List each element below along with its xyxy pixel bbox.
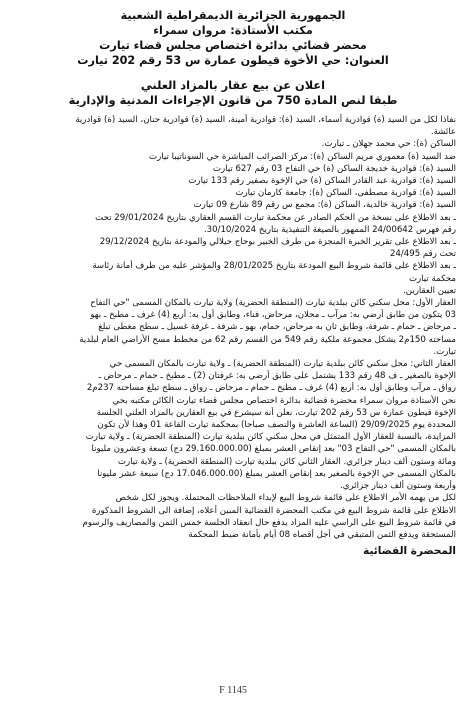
body-line: وأربعة وستون ألف دينار جزائري. (340, 481, 456, 492)
body-line: الساكن (ة): حي محمد جهلان ـ تيارت. (321, 139, 456, 150)
body-line: ـ مرحاض ـ حمام ـ شرفة، وطابق ثان به مرحاض، حمام، بهو ـ شرفة ـ غرفة غسيل ـ سطح مغطى تبلغ (98, 322, 456, 333)
body-line: العقار الثاني: محل سكني كائن ببلدية تيارت (المنطقة الحضرية) ـ ولاية تيارت بالمكان المسمى حي (109, 359, 456, 370)
notice-body (10, 114, 456, 557)
bailiff-signature: المحضرة القضائية (363, 545, 456, 558)
body-line: ـ بعد الاطلاع على تقرير الخبرة المنجزة من طرف الخبير بوحاج حيلالي والمودعة بتاريخ 29/12/2024 (99, 237, 456, 248)
body-line: المحددة يوم 29/09/2025 (الساعة العاشرة والنصف صباحا) بمحكمة تيارت القاعة 01 وهذا لأن تكون (97, 420, 456, 431)
body-line: المزايدة، بالنسبة للعقار الأول المتمثل في محل سكني كائن ببلدية تيارت (المنطقة الحضرية) ـ ولاية تيارت (85, 432, 456, 443)
body-line: تحت رقم 24/495 (389, 249, 456, 260)
body-line: ـ بعد الاطلاع على نسخة من الحكم الصادر عن محكمة تيارت القسم العقاري بتاريخ 29/01/2024 تحت (95, 212, 456, 223)
body-line: الاطلاع على قائمة شروط البيع في مكتب المحضرة القضائية المبين أعلاه، إضافة الى الشروط المذكورة (91, 505, 456, 516)
body-line: لكل من يهمه الأمر الاطلاع على قائمة شروط البيع لإبداء الملاحظات المحتملة. ويجوز لكل شخص (115, 493, 456, 504)
header-line: الجمهورية الجزائرية الديمقراطية الشعبية (120, 9, 346, 22)
body-line: رواق ـ مرآب وطابق أول به: أربع (4) غرف ـ مطبخ ـ حمام ـ مرحاض ـ رواق ـ سطح تبلغ مساحته 237م2 (86, 383, 456, 394)
body-line: تيارت. (433, 346, 456, 357)
body-line: بالمكان المسمى "حي التفاح 03" بعد إنقاص العشر بمبلغ (29.160.000.00 دج) تسعة وعشرون مليونا (91, 444, 456, 455)
page-code: F 1145 (219, 685, 247, 696)
notice-title-line: اعلان عن بيع عقار بالمزاد العلني (140, 78, 326, 92)
header-line: مكتب الأستاذة: مروان سمراء (153, 24, 313, 37)
body-line: السيد (ة): قوادرية مصطفى، الساكن (ة): جامعة كارمان تيارت (235, 188, 456, 199)
body-line: عائشة. (430, 127, 456, 138)
body-line: في قائمة شروط البيع على الراسي عليه المزاد يدفع حال انعقاد الجلسة خمس الثمن والمصاريف والرسوم (82, 517, 456, 528)
body-line: السيد (ة): قوادرية خديجة الساكن (ة) حي التفاح 03 رقم 627 تيارت (212, 163, 456, 174)
body-line: نفاذا لكل من السيد (ة) قوادرية أسماء، السيد (ة): قوادرية أمينة، السيد (ة) قوادرية حنان، السيد (ة) قوادرية (75, 115, 456, 125)
body-line: مساحته 150م2 يشكل مجموعة ملكية رقم 549 من القسم رقم 62 من مخطط مسح الأراضي العام لبلدية (79, 334, 456, 345)
body-line: المستحقة ويدفع الثمن المتبقي في أجل أقصاه 08 أيام بأمانة ضبط المحكمة (188, 529, 456, 540)
header-line: العنوان: حي الأخوة قيطون عمارة س 53 رقم 202 تيارت (77, 54, 389, 67)
notice-header (10, 8, 456, 68)
body-line: رقم فهرس 24/00642 الممهور بالصيغة التنفيذية بتاريخ 30/10/2024. (203, 224, 456, 235)
body-line: السيد (ة): قوادرية عبد القادر الساكن (ة) حي الإخوة بصفير رقم 133 تيارت (188, 176, 456, 187)
body-line: السيد (ة): قوادرية خالدية، الساكن (ة): مجمع س رقم 89 شارع 09 تيارت (193, 200, 456, 211)
body-line: ومائة وستون ألف دينار جزائري. العقار الثاني كائن ببلدية تيارت (المنطقة الحضرية) ـ ولاية تيارت (117, 456, 456, 467)
body-line: ضد السيد (ة) معموري مريم الساكن (ة): مركز الصرائب المباشرة حي السوناتيبا تيارت (149, 151, 456, 162)
body-line: 03 يتكون من طابق أرضي به: مرآب ـ محلان، مرحاض، فناء، وطابق أول به: أربع (4) غرف ـ مطبخ ـ بهو (90, 310, 456, 321)
body-line: الإخوة قيطون عمارة س 53 رقم 202 تيارت، نعلن أنه سيشرع في بيع العقارين بالمزاد العلني الجلسة (96, 407, 456, 418)
header-line: محضر قضائي بدائرة اختصاص مجلس قضاء تيارت (99, 39, 367, 52)
notice-title-line: طبقا لنص المادة 750 من قانون الإجراءات المدنية والإدارية (68, 93, 398, 107)
body-line: محكمة تيارت (408, 273, 456, 284)
body-line: ـ بعد الاطلاع على قائمة شروط البيع المودعة بتاريخ 28/01/2025 والمؤشر عليه من طرف أمانة رئاسة (92, 261, 456, 272)
body-line: العقار الأول: محل سكني كائن ببلدية تيارت (المنطقة الحضرية) ولاية تيارت بالمكان المسمى "حي التفاح (90, 298, 456, 309)
body-line: نحن الأستاذة مروان سمراء محضرة قضائية بدائرة اختصاص مجلس قضاء تيارت الكائن مكتبه بحي (112, 395, 456, 406)
notice-title (10, 78, 456, 108)
body-line: تعيين العقارين. (403, 285, 456, 296)
body-line: الإخوة بالصغير ـ ف 48 رقم 133 يشتمل على طابق أرضي به: غرفتان (2) ـ مطبخ ـ حمام ـ مرحاض ـ (98, 371, 456, 382)
body-line: بالمكان المسمى حي الإخوة بالصغير بعد إنقاص العشر بمبلغ (17.046.000.00 دج) سبعة عشر مليونا (97, 468, 456, 479)
